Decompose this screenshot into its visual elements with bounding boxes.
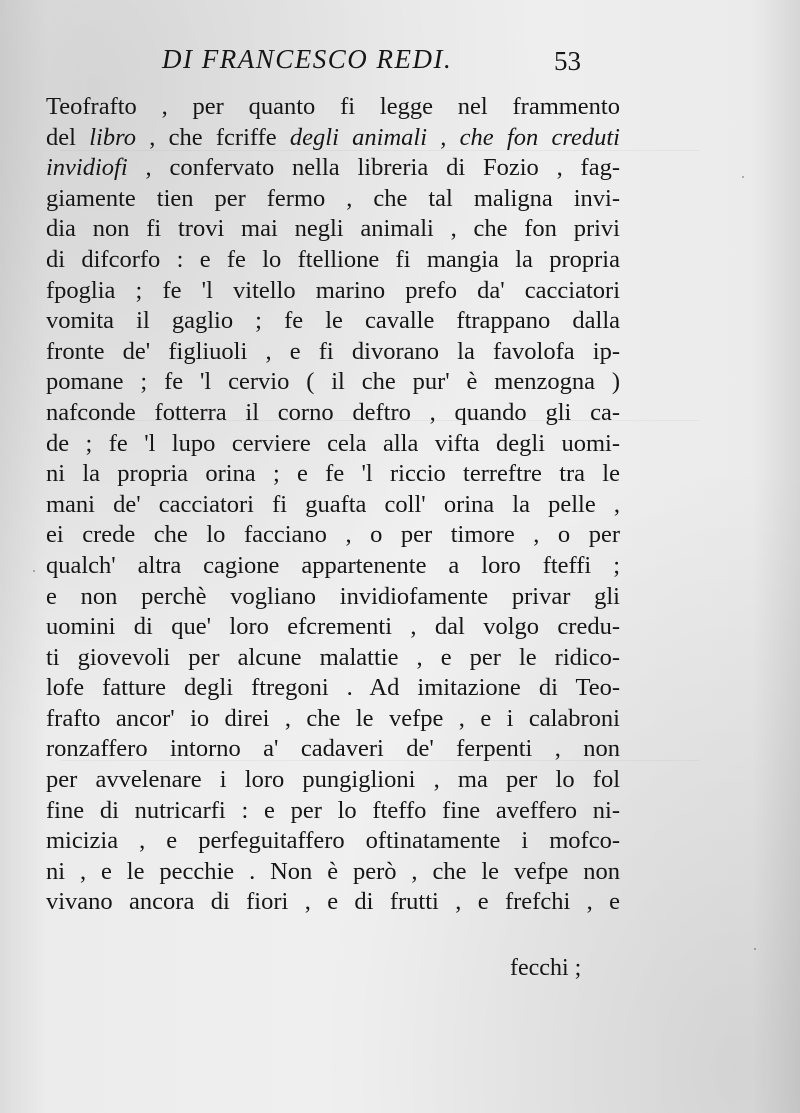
text-segment: vomita il gaglio ; fe le cavalle ftrappano dalla [46, 307, 620, 335]
paper-speck [742, 176, 744, 178]
text-line [46, 306, 620, 337]
text-segment: fronte de' figliuoli , e fi divorano la favolofa ip- [46, 337, 620, 365]
text-segment: giamente tien per fermo , che tal maligna invi- [46, 184, 620, 212]
text-line [46, 490, 620, 521]
text-segment: fine di nutricarfi : e per lo fteffo fine aveffero ni- [46, 796, 620, 824]
text-segment: ni , e le pecchie . Non è però , che le vefpe non [46, 857, 620, 885]
text-line [46, 184, 620, 215]
text-segment: vivano ancora di fiori , e di frutti , e frefchi , e [46, 888, 620, 916]
text-line [46, 582, 620, 613]
text-segment: dia non fi trovi mai negli animali , che fon privi [46, 215, 620, 243]
text-segment: del [46, 123, 90, 151]
text-line [46, 612, 620, 643]
text-line [46, 520, 620, 551]
text-segment: ei crede che lo facciano , o per timore , o per [46, 521, 620, 549]
text-segment: micizia , e perfeguitaffero oftinatamente i mofco- [46, 827, 620, 855]
text-line [46, 367, 620, 398]
text-segment: pomane ; fe 'l cervio ( il che pur' è menzogna ) [46, 368, 620, 396]
text-line [46, 826, 620, 857]
text-segment: ti giovevoli per alcune malattie , e per le ridico- [46, 643, 620, 671]
text-segment: per avvelenare i loro pungiglioni , ma per lo fol [46, 766, 620, 794]
text-segment: lofe fatture degli ftregoni . Ad imitazione di Teo- [46, 674, 620, 702]
text-segment: uomini di que' loro efcrementi , dal volgo credu- [46, 613, 620, 641]
catchword: fecchi ; [510, 955, 582, 981]
page-number: 53 [554, 46, 581, 76]
text-line [46, 734, 620, 765]
text-segment: ni la propria orina ; e fe 'l riccio terreftre tra le [46, 460, 620, 488]
text-line [46, 276, 620, 307]
paper-speck [33, 570, 35, 572]
text-segment: , che fcriffe [135, 123, 290, 151]
text-segment: Teofrafto , per quanto fi legge nel frammento [46, 93, 620, 120]
running-head: DI FRANCESCO REDI. [162, 44, 453, 74]
text-line [46, 551, 620, 582]
text-line [46, 704, 620, 735]
italic-text: degli animali , che fon creduti [289, 123, 620, 151]
text-line [46, 673, 620, 704]
text-segment: de ; fe 'l lupo cerviere cela alla vifta degli uomi- [46, 429, 620, 457]
text-segment: nafconde fotterra il corno deftro , quando gli ca- [46, 398, 620, 426]
text-line [46, 887, 620, 918]
text-segment: frafto ancor' io direi , che le vefpe , e i calabroni [46, 704, 620, 732]
italic-text: libro [89, 123, 136, 151]
text-line [46, 796, 620, 827]
text-segment: qualch' altra cagione appartenente a loro fteffi ; [46, 551, 620, 579]
paper-speck [754, 948, 756, 950]
text-line [46, 123, 620, 154]
text-line [46, 429, 620, 460]
italic-text: invidiofi [46, 154, 128, 182]
text-line [46, 153, 620, 184]
text-segment: e non perchè vogliano invidiofamente privar gli [46, 582, 620, 610]
text-segment: ronzaffero intorno a' cadaveri de' ferpenti , non [46, 735, 620, 763]
text-line [46, 92, 620, 123]
text-segment: di difcorfo : e fe lo ftellione fi mangia la propria [46, 245, 620, 273]
text-segment: , confervato nella libreria di Fozio , fag- [127, 154, 620, 182]
text-segment: mani de' cacciatori fi guafta coll' orina la pelle , [46, 490, 620, 518]
text-line [46, 337, 620, 368]
text-line [46, 643, 620, 674]
text-line [46, 245, 620, 276]
body-text [46, 92, 620, 918]
text-line [46, 765, 620, 796]
page-header [44, 44, 644, 84]
text-line [46, 398, 620, 429]
text-segment: fpoglia ; fe 'l vitello marino prefo da' cacciatori [46, 276, 620, 304]
text-line [46, 214, 620, 245]
text-line [46, 857, 620, 888]
text-line [46, 459, 620, 490]
